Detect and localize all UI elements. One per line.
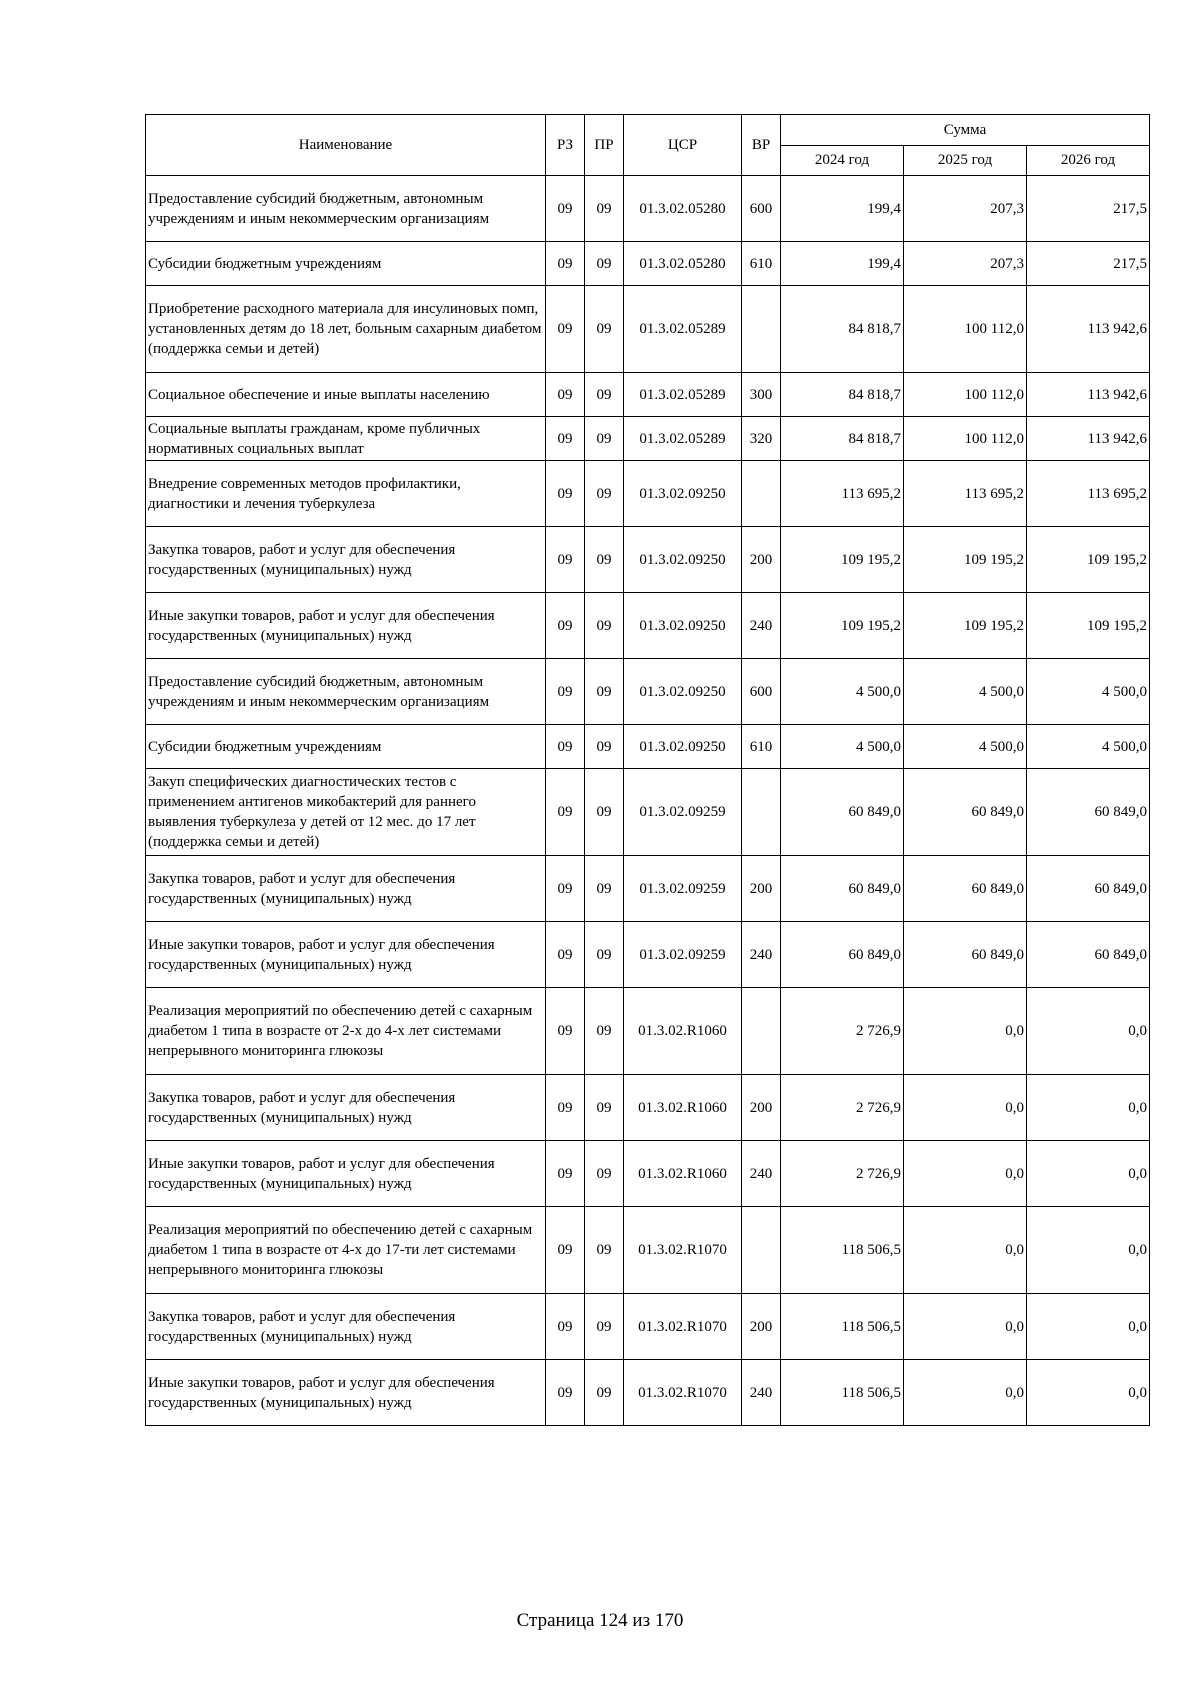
row-rz: 09: [546, 242, 585, 286]
header-sum: Сумма: [781, 115, 1150, 146]
row-vr: 600: [742, 659, 781, 725]
table-row: [146, 725, 1150, 769]
row-sum-2026: 109 195,2: [1027, 593, 1150, 659]
row-sum-2024: 4 500,0: [781, 659, 904, 725]
row-rz: 09: [546, 769, 585, 856]
row-name: Социальные выплаты гражданам, кроме публичных нормативных социальных выплат: [146, 417, 546, 461]
row-sum-2026: 60 849,0: [1027, 922, 1150, 988]
row-sum-2026: 4 500,0: [1027, 725, 1150, 769]
row-sum-2024: 2 726,9: [781, 988, 904, 1075]
header-rz: РЗ: [546, 115, 585, 176]
table-row: [146, 461, 1150, 527]
row-name: Субсидии бюджетным учреждениям: [146, 725, 546, 769]
row-sum-2025: 207,3: [904, 176, 1027, 242]
row-name: Реализация мероприятий по обеспечению детей с сахарным диабетом 1 типа в возрасте от 2-х до 4-х лет системами непрерывного мониторинга глюкозы: [146, 988, 546, 1075]
row-csr: 01.3.02.09250: [624, 461, 742, 527]
table-row: [146, 176, 1150, 242]
row-sum-2025: 100 112,0: [904, 286, 1027, 373]
header-year-2024: 2024 год: [781, 145, 904, 176]
row-vr: [742, 988, 781, 1075]
row-name: Приобретение расходного материала для инсулиновых помп, установленных детям до 18 лет, больным сахарным диабетом (поддержка семьи и детей): [146, 286, 546, 373]
row-sum-2024: 4 500,0: [781, 725, 904, 769]
row-sum-2026: 60 849,0: [1027, 769, 1150, 856]
row-csr: 01.3.02.R1060: [624, 988, 742, 1075]
row-csr: 01.3.02.09250: [624, 593, 742, 659]
row-csr: 01.3.02.09250: [624, 527, 742, 593]
table-row: [146, 1294, 1150, 1360]
row-vr: 240: [742, 922, 781, 988]
row-rz: 09: [546, 659, 585, 725]
row-vr: 320: [742, 417, 781, 461]
page-number: Страница 124 из 170: [516, 1610, 684, 1631]
row-sum-2026: 109 195,2: [1027, 527, 1150, 593]
row-rz: 09: [546, 1075, 585, 1141]
row-sum-2025: 0,0: [904, 1075, 1027, 1141]
row-rz: 09: [546, 856, 585, 922]
header-name: Наименование: [146, 115, 546, 176]
table-row: [146, 373, 1150, 417]
row-sum-2025: 113 695,2: [904, 461, 1027, 527]
row-rz: 09: [546, 988, 585, 1075]
row-csr: 01.3.02.05289: [624, 286, 742, 373]
row-name: Закупка товаров, работ и услуг для обеспечения государственных (муниципальных) нужд: [146, 1294, 546, 1360]
header-year-2025: 2025 год: [904, 145, 1027, 176]
row-csr: 01.3.02.09259: [624, 856, 742, 922]
row-sum-2024: 113 695,2: [781, 461, 904, 527]
row-vr: [742, 286, 781, 373]
row-sum-2024: 60 849,0: [781, 856, 904, 922]
row-vr: 300: [742, 373, 781, 417]
row-rz: 09: [546, 1141, 585, 1207]
row-name: Закуп специфических диагностических тестов с применением антигенов микобактерий для раннего выявления туберкулеза у детей от 12 мес. до 17 лет (поддержка семьи и детей): [146, 769, 546, 856]
row-rz: 09: [546, 1294, 585, 1360]
row-sum-2024: 109 195,2: [781, 527, 904, 593]
row-sum-2024: 199,4: [781, 176, 904, 242]
row-csr: 01.3.02.05280: [624, 176, 742, 242]
row-vr: [742, 769, 781, 856]
row-vr: 600: [742, 176, 781, 242]
row-csr: 01.3.02.R1070: [624, 1207, 742, 1294]
row-name: Иные закупки товаров, работ и услуг для обеспечения государственных (муниципальных) нужд: [146, 593, 546, 659]
row-pr: 09: [585, 242, 624, 286]
row-pr: 09: [585, 725, 624, 769]
row-name: Иные закупки товаров, работ и услуг для обеспечения государственных (муниципальных) нужд: [146, 1360, 546, 1426]
row-csr: 01.3.02.09250: [624, 725, 742, 769]
row-rz: 09: [546, 593, 585, 659]
budget-table: [145, 114, 1150, 1426]
row-sum-2025: 60 849,0: [904, 769, 1027, 856]
row-sum-2025: 109 195,2: [904, 527, 1027, 593]
row-name: Субсидии бюджетным учреждениям: [146, 242, 546, 286]
row-pr: 09: [585, 1294, 624, 1360]
row-sum-2026: 113 942,6: [1027, 373, 1150, 417]
row-pr: 09: [585, 659, 624, 725]
table-row: [146, 1075, 1150, 1141]
row-sum-2024: 118 506,5: [781, 1207, 904, 1294]
table-row: [146, 1207, 1150, 1294]
row-pr: 09: [585, 769, 624, 856]
row-pr: 09: [585, 176, 624, 242]
row-pr: 09: [585, 527, 624, 593]
row-csr: 01.3.02.R1070: [624, 1294, 742, 1360]
row-sum-2026: 0,0: [1027, 1075, 1150, 1141]
header-pr: ПР: [585, 115, 624, 176]
row-name: Закупка товаров, работ и услуг для обеспечения государственных (муниципальных) нужд: [146, 856, 546, 922]
row-sum-2026: 0,0: [1027, 1207, 1150, 1294]
row-name: Предоставление субсидий бюджетным, автономным учреждениям и иным некоммерческим организациям: [146, 659, 546, 725]
table-row: [146, 242, 1150, 286]
row-name: Предоставление субсидий бюджетным, автономным учреждениям и иным некоммерческим организациям: [146, 176, 546, 242]
row-pr: 09: [585, 373, 624, 417]
row-sum-2024: 109 195,2: [781, 593, 904, 659]
row-sum-2026: 113 695,2: [1027, 461, 1150, 527]
row-vr: 200: [742, 856, 781, 922]
row-sum-2024: 84 818,7: [781, 373, 904, 417]
row-sum-2025: 0,0: [904, 1207, 1027, 1294]
row-pr: 09: [585, 922, 624, 988]
row-vr: 610: [742, 725, 781, 769]
header-vr: ВР: [742, 115, 781, 176]
row-pr: 09: [585, 856, 624, 922]
table-row: [146, 659, 1150, 725]
row-csr: 01.3.02.09259: [624, 922, 742, 988]
row-sum-2025: 207,3: [904, 242, 1027, 286]
row-rz: 09: [546, 373, 585, 417]
table-row: [146, 1141, 1150, 1207]
row-vr: [742, 461, 781, 527]
row-csr: 01.3.02.09259: [624, 769, 742, 856]
row-sum-2025: 4 500,0: [904, 659, 1027, 725]
table-header: [146, 115, 1150, 176]
row-sum-2024: 2 726,9: [781, 1075, 904, 1141]
row-sum-2024: 199,4: [781, 242, 904, 286]
row-rz: 09: [546, 725, 585, 769]
row-rz: 09: [546, 1360, 585, 1426]
row-sum-2025: 109 195,2: [904, 593, 1027, 659]
table-row: [146, 922, 1150, 988]
row-rz: 09: [546, 461, 585, 527]
row-sum-2026: 60 849,0: [1027, 856, 1150, 922]
row-sum-2026: 217,5: [1027, 176, 1150, 242]
table-body: [146, 176, 1150, 1426]
row-pr: 09: [585, 1360, 624, 1426]
row-vr: 240: [742, 1141, 781, 1207]
row-sum-2026: 0,0: [1027, 1141, 1150, 1207]
row-vr: 240: [742, 1360, 781, 1426]
row-name: Закупка товаров, работ и услуг для обеспечения государственных (муниципальных) нужд: [146, 527, 546, 593]
row-sum-2026: 0,0: [1027, 1360, 1150, 1426]
row-name: Закупка товаров, работ и услуг для обеспечения государственных (муниципальных) нужд: [146, 1075, 546, 1141]
row-pr: 09: [585, 1075, 624, 1141]
row-sum-2024: 118 506,5: [781, 1360, 904, 1426]
table-row: [146, 527, 1150, 593]
row-vr: [742, 1207, 781, 1294]
row-name: Внедрение современных методов профилактики, диагностики и лечения туберкулеза: [146, 461, 546, 527]
row-sum-2025: 0,0: [904, 1294, 1027, 1360]
row-pr: 09: [585, 286, 624, 373]
row-sum-2024: 60 849,0: [781, 922, 904, 988]
row-csr: 01.3.02.09250: [624, 659, 742, 725]
row-sum-2024: 118 506,5: [781, 1294, 904, 1360]
row-sum-2025: 4 500,0: [904, 725, 1027, 769]
row-csr: 01.3.02.R1060: [624, 1075, 742, 1141]
row-rz: 09: [546, 417, 585, 461]
row-pr: 09: [585, 988, 624, 1075]
row-sum-2025: 100 112,0: [904, 373, 1027, 417]
row-name: Социальное обеспечение и иные выплаты населению: [146, 373, 546, 417]
row-pr: 09: [585, 1141, 624, 1207]
row-sum-2024: 84 818,7: [781, 286, 904, 373]
table-row: [146, 593, 1150, 659]
row-sum-2026: 217,5: [1027, 242, 1150, 286]
row-name: Иные закупки товаров, работ и услуг для обеспечения государственных (муниципальных) нужд: [146, 922, 546, 988]
row-vr: 240: [742, 593, 781, 659]
row-csr: 01.3.02.R1070: [624, 1360, 742, 1426]
row-sum-2025: 0,0: [904, 1360, 1027, 1426]
row-vr: 200: [742, 527, 781, 593]
row-sum-2026: 4 500,0: [1027, 659, 1150, 725]
row-sum-2025: 60 849,0: [904, 856, 1027, 922]
table-row: [146, 417, 1150, 461]
row-sum-2024: 84 818,7: [781, 417, 904, 461]
row-sum-2025: 0,0: [904, 1141, 1027, 1207]
row-rz: 09: [546, 527, 585, 593]
row-vr: 200: [742, 1294, 781, 1360]
row-sum-2025: 60 849,0: [904, 922, 1027, 988]
table-row: [146, 856, 1150, 922]
row-sum-2026: 0,0: [1027, 1294, 1150, 1360]
row-sum-2026: 113 942,6: [1027, 286, 1150, 373]
row-name: Реализация мероприятий по обеспечению детей с сахарным диабетом 1 типа в возрасте от 4-х до 17-ти лет системами непрерывного мониторинга глюкозы: [146, 1207, 546, 1294]
header-csr: ЦСР: [624, 115, 742, 176]
row-rz: 09: [546, 286, 585, 373]
row-sum-2025: 100 112,0: [904, 417, 1027, 461]
table-row: [146, 1360, 1150, 1426]
table-row: [146, 988, 1150, 1075]
row-rz: 09: [546, 1207, 585, 1294]
table-row: [146, 769, 1150, 856]
row-sum-2025: 0,0: [904, 988, 1027, 1075]
row-csr: 01.3.02.R1060: [624, 1141, 742, 1207]
row-pr: 09: [585, 417, 624, 461]
row-rz: 09: [546, 176, 585, 242]
row-vr: 610: [742, 242, 781, 286]
row-csr: 01.3.02.05280: [624, 242, 742, 286]
row-csr: 01.3.02.05289: [624, 417, 742, 461]
row-pr: 09: [585, 461, 624, 527]
table-row: [146, 286, 1150, 373]
row-sum-2024: 60 849,0: [781, 769, 904, 856]
header-year-2026: 2026 год: [1027, 145, 1150, 176]
row-csr: 01.3.02.05289: [624, 373, 742, 417]
row-pr: 09: [585, 1207, 624, 1294]
row-sum-2026: 113 942,6: [1027, 417, 1150, 461]
row-sum-2026: 0,0: [1027, 988, 1150, 1075]
row-vr: 200: [742, 1075, 781, 1141]
row-name: Иные закупки товаров, работ и услуг для обеспечения государственных (муниципальных) нужд: [146, 1141, 546, 1207]
row-pr: 09: [585, 593, 624, 659]
row-sum-2024: 2 726,9: [781, 1141, 904, 1207]
row-rz: 09: [546, 922, 585, 988]
